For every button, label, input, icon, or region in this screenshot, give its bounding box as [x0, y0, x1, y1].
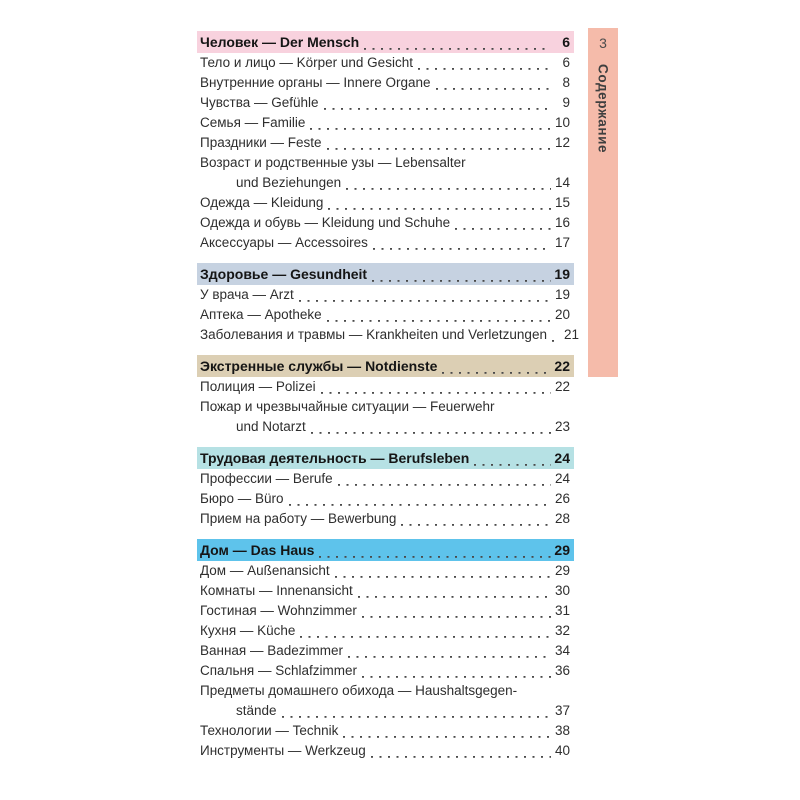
entry-label: Возраст и родственные узы — Lebensalter — [200, 155, 466, 170]
toc-entry — [197, 581, 574, 601]
dot-leader — [343, 732, 551, 738]
toc-entry — [197, 193, 574, 213]
section-page: 19 — [554, 266, 570, 282]
dot-leader — [300, 632, 551, 638]
dot-leader — [299, 296, 551, 302]
entry-label: und Beziehungen — [236, 175, 342, 190]
entry-label: Инструменты — Werkzeug — [200, 743, 366, 758]
dot-leader — [310, 124, 551, 130]
entry-page: 40 — [554, 743, 570, 758]
entry-page: 21 — [563, 327, 579, 342]
toc-entry — [197, 721, 574, 741]
toc-entry — [197, 213, 574, 233]
section-header — [197, 447, 574, 469]
entry-page: 26 — [554, 491, 570, 506]
entry-page: 29 — [554, 563, 570, 578]
toc-entry-continuation — [197, 173, 574, 193]
entry-label: Дом — Außenansicht — [200, 563, 330, 578]
section-header — [197, 263, 574, 285]
entry-page: 17 — [554, 235, 570, 250]
dot-leader — [328, 204, 551, 210]
dot-leader — [436, 84, 552, 90]
entry-page: 10 — [554, 115, 570, 130]
entry-label: Одежда — Kleidung — [200, 195, 324, 210]
section-page: 24 — [554, 450, 570, 466]
section-header — [197, 31, 574, 53]
toc-entry — [197, 305, 574, 325]
entry-label: Спальня — Schlafzimmer — [200, 663, 358, 678]
entry-page: 16 — [554, 215, 570, 230]
dot-leader — [442, 368, 551, 374]
dot-leader — [289, 500, 551, 506]
entry-page: 30 — [554, 583, 570, 598]
dot-leader — [319, 552, 551, 558]
entry-label: Заболевания и травмы — Krankheiten und Verletzungen — [200, 327, 547, 342]
section-page: 22 — [554, 358, 570, 374]
toc-section-work — [197, 447, 574, 529]
chapter-thumb-tab — [588, 28, 618, 377]
toc-entry — [197, 741, 574, 761]
entry-page: 9 — [562, 95, 570, 110]
toc-entry — [197, 661, 574, 681]
section-title: Экстренные службы — Notdienste — [200, 358, 438, 374]
dot-leader — [455, 224, 551, 230]
toc-entry — [197, 601, 574, 621]
entry-page: 34 — [554, 643, 570, 658]
dot-leader — [552, 336, 560, 342]
section-header — [197, 355, 574, 377]
toc-section-human — [197, 31, 574, 253]
entry-label: Технологии — Technik — [200, 723, 339, 738]
toc-entry-continuation — [197, 701, 574, 721]
entry-label: Ванная — Badezimmer — [200, 643, 344, 658]
entry-page: 12 — [554, 135, 570, 150]
dot-leader — [348, 652, 551, 658]
dot-leader — [346, 184, 551, 190]
dot-leader — [364, 44, 551, 50]
entry-label: und Notarzt — [236, 419, 306, 434]
toc-entry — [197, 53, 574, 73]
toc-section-house — [197, 539, 574, 761]
entry-label: Семья — Familie — [200, 115, 306, 130]
toc-entry — [197, 561, 574, 581]
toc-entry — [197, 93, 574, 113]
entry-label: Прием на работу — Bewerbung — [200, 511, 397, 526]
section-title: Здоровье — Gesundheit — [200, 266, 368, 282]
section-header — [197, 539, 574, 561]
dot-leader — [327, 144, 551, 150]
dot-leader — [373, 244, 551, 250]
entry-label: Предметы домашнего обихода — Haushaltsgegen- — [200, 683, 518, 698]
toc-section-health — [197, 263, 579, 345]
entry-label: Чувства — Gefühle — [200, 95, 319, 110]
entry-label: Аптека — Apotheke — [200, 307, 322, 322]
section-title: Трудовая деятельность — Berufsleben — [200, 450, 470, 466]
entry-label: Профессии — Berufe — [200, 471, 333, 486]
dot-leader — [474, 460, 551, 466]
toc-entry — [197, 509, 574, 529]
section-title: Дом — Das Haus — [200, 542, 315, 558]
toc-entry — [197, 233, 574, 253]
entry-page: 15 — [554, 195, 570, 210]
toc-entry — [197, 377, 574, 397]
page-number: 3 — [599, 35, 607, 51]
entry-label: Одежда и обувь — Kleidung und Schuhe — [200, 215, 451, 230]
entry-page: 38 — [554, 723, 570, 738]
toc-entry — [197, 397, 574, 417]
entry-page: 20 — [554, 307, 570, 322]
entry-page: 28 — [554, 511, 570, 526]
section-title: Человек — Der Mensch — [200, 34, 360, 50]
entry-page: 31 — [554, 603, 570, 618]
toc-entry — [197, 113, 574, 133]
dot-leader — [358, 592, 551, 598]
dot-leader — [335, 572, 551, 578]
dot-leader — [371, 752, 551, 758]
entry-label: Тело и лицо — Körper und Gesicht — [200, 55, 413, 70]
entry-label: У врача — Arzt — [200, 287, 294, 302]
toc-entry — [197, 133, 574, 153]
entry-page: 14 — [554, 175, 570, 190]
entry-page: 23 — [554, 419, 570, 434]
entry-label: Праздники — Feste — [200, 135, 322, 150]
entry-label: Аксессуары — Accessoires — [200, 235, 368, 250]
dot-leader — [338, 480, 551, 486]
dot-leader — [321, 388, 551, 394]
entry-label: Внутренние органы — Innere Organe — [200, 75, 431, 90]
dot-leader — [418, 64, 551, 70]
entry-label: Полиция — Polizei — [200, 379, 316, 394]
entry-page: 37 — [554, 703, 570, 718]
dot-leader — [372, 276, 551, 282]
dot-leader — [401, 520, 551, 526]
entry-page: 6 — [562, 55, 570, 70]
entry-label: Комнаты — Innenansicht — [200, 583, 353, 598]
dot-leader — [324, 104, 551, 110]
dot-leader — [362, 612, 551, 618]
table-of-contents — [197, 31, 579, 761]
toc-entry — [197, 153, 574, 173]
entry-page: 24 — [554, 471, 570, 486]
toc-entry — [197, 325, 579, 345]
entry-label: Пожар и чрезвычайные ситуации — Feuerwehr — [200, 399, 495, 414]
entry-page: 36 — [554, 663, 570, 678]
entry-page: 8 — [562, 75, 570, 90]
toc-section-emergency — [197, 355, 574, 437]
dot-leader — [362, 672, 551, 678]
entry-label: Кухня — Küche — [200, 623, 296, 638]
toc-entry — [197, 641, 574, 661]
toc-entry-continuation — [197, 417, 574, 437]
toc-entry — [197, 469, 574, 489]
entry-page: 19 — [554, 287, 570, 302]
toc-entry — [197, 621, 574, 641]
toc-entry — [197, 285, 574, 305]
toc-entry — [197, 73, 574, 93]
entry-label: stände — [236, 703, 277, 718]
toc-entry — [197, 489, 574, 509]
section-page: 29 — [554, 542, 570, 558]
toc-entry — [197, 681, 574, 701]
dot-leader — [327, 316, 551, 322]
dot-leader — [311, 428, 551, 434]
entry-label: Бюро — Büro — [200, 491, 284, 506]
entry-label: Гостиная — Wohnzimmer — [200, 603, 357, 618]
dot-leader — [282, 712, 551, 718]
entry-page: 22 — [554, 379, 570, 394]
chapter-tab-label: Содержание — [595, 64, 611, 154]
entry-page: 32 — [554, 623, 570, 638]
section-page: 6 — [562, 34, 570, 50]
